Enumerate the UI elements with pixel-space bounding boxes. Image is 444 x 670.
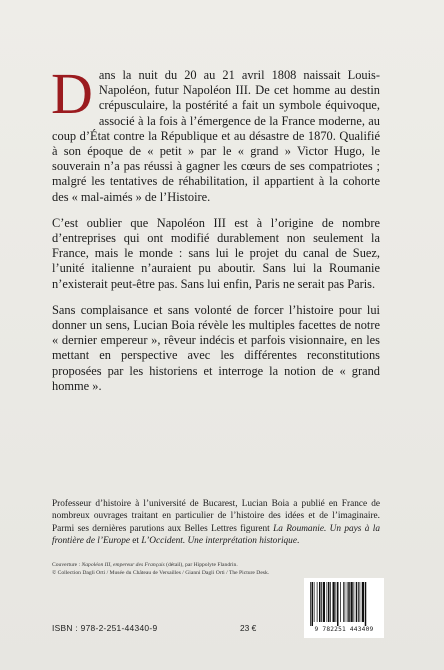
barcode-bar <box>317 582 318 622</box>
barcode-bar <box>310 582 311 626</box>
bio-end: . <box>296 536 300 547</box>
barcode-bar <box>321 582 322 622</box>
barcode-bar <box>323 582 325 622</box>
barcode-bar <box>327 582 328 622</box>
barcode-bar <box>319 582 321 622</box>
barcode-bar <box>340 582 341 622</box>
barcode-bar <box>351 582 353 622</box>
blurb-paragraph-1-text: ans la nuit du 20 au 21 avril 1808 naissait Louis-Napoléon, futur Napoléon III. De cet homme au destin crépusculaire, la postérité a fait un symbole équivoque, associé à la fois à l’émergence de la France moderne, au coup d’État contre la République et au désastre de 1870. Qualifié à son époque de « petit » par le « grand » Victor Hugo, le souverain n’a pas réussi à gagner les cœurs de ses compatriotes ; malgré les tentatives de réhabilitation, il appartient à la cohorte des « mal-aimés » de l’Histoire. <box>52 68 380 204</box>
barcode-bar <box>333 582 335 622</box>
barcode-bar <box>358 582 359 622</box>
barcode-bar <box>362 582 364 622</box>
barcode-bar <box>345 582 346 622</box>
isbn: ISBN : 978-2-251-44340-9 <box>52 623 158 633</box>
blurb-paragraph-2: C’est oublier que Napoléon III est à l’origine de nombre d’entreprises qui ont modifié durablement non seulement la France, mais le monde : sans lui le projet du canal de Suez, l’unité italienne n’auraient pu aboutir. Sans lui la Roumanie n’existerait peut-être pas. Sans lui enfin, Paris ne serait pas Paris. <box>52 215 380 291</box>
blurb-paragraph-3: Sans complaisance et sans volonté de forcer l’histoire pour lui donner un sens, Lucian Boia révèle les multiples facettes de notre « dernier empereur », rêveur indécis et parfois visionnaire, en les mettant en perspective avec les différentes reconstitutions proposées par les historiens et interroge la notion de « grand homme ». <box>52 302 380 393</box>
book-title-1: La Roumanie. Un pays à la frontière de l’Europe <box>52 523 381 547</box>
credit-line-2: © Collection Dagli Orti / Musée du Château de Versailles / Gianni Dagli Orti / The Picture Desk. <box>52 570 270 576</box>
author-bio <box>52 498 380 548</box>
barcode-bar <box>328 582 330 622</box>
blurb <box>51 61 380 405</box>
barcode-bar <box>343 582 344 622</box>
barcode-bar <box>356 582 358 622</box>
credit-line-1: Couverture : Napoléon III, empereur des Français (détail), par Hippolyte Flandrin. <box>52 562 238 568</box>
barcode <box>304 578 384 638</box>
barcode-bar <box>336 582 337 622</box>
barcode-bar <box>360 582 361 622</box>
barcode-bar <box>365 582 367 626</box>
barcode-bar <box>314 582 315 622</box>
barcode-bar <box>337 582 339 626</box>
blurb-paragraph-1 <box>51 61 380 205</box>
barcode-bar <box>347 582 348 622</box>
barcode-bar <box>354 582 355 622</box>
author-bio-text: Professeur d’histoire à l’université de Bucarest, Lucian Boia a publié en France de nombreux ouvrages traitant en particulier de l’histoire des idées et de l’imaginaire. Parmi ses dernières parutions aux Belles Lettres figurent <box>52 499 380 534</box>
barcode-number: 9 782251 443409 <box>314 626 374 633</box>
barcode-bar <box>312 582 314 626</box>
price: 23 € <box>240 623 257 633</box>
drop-cap: D <box>51 61 93 126</box>
barcode-bars <box>308 582 380 626</box>
book-title-2: L’Occident. Une interprétation historique <box>141 536 297 547</box>
barcode-bar <box>348 582 350 622</box>
bio-conjunction: et <box>129 536 142 547</box>
painting-title: Napoléon III, empereur des Français <box>81 562 165 568</box>
cover-credits <box>52 561 382 577</box>
barcode-bar <box>330 582 331 622</box>
